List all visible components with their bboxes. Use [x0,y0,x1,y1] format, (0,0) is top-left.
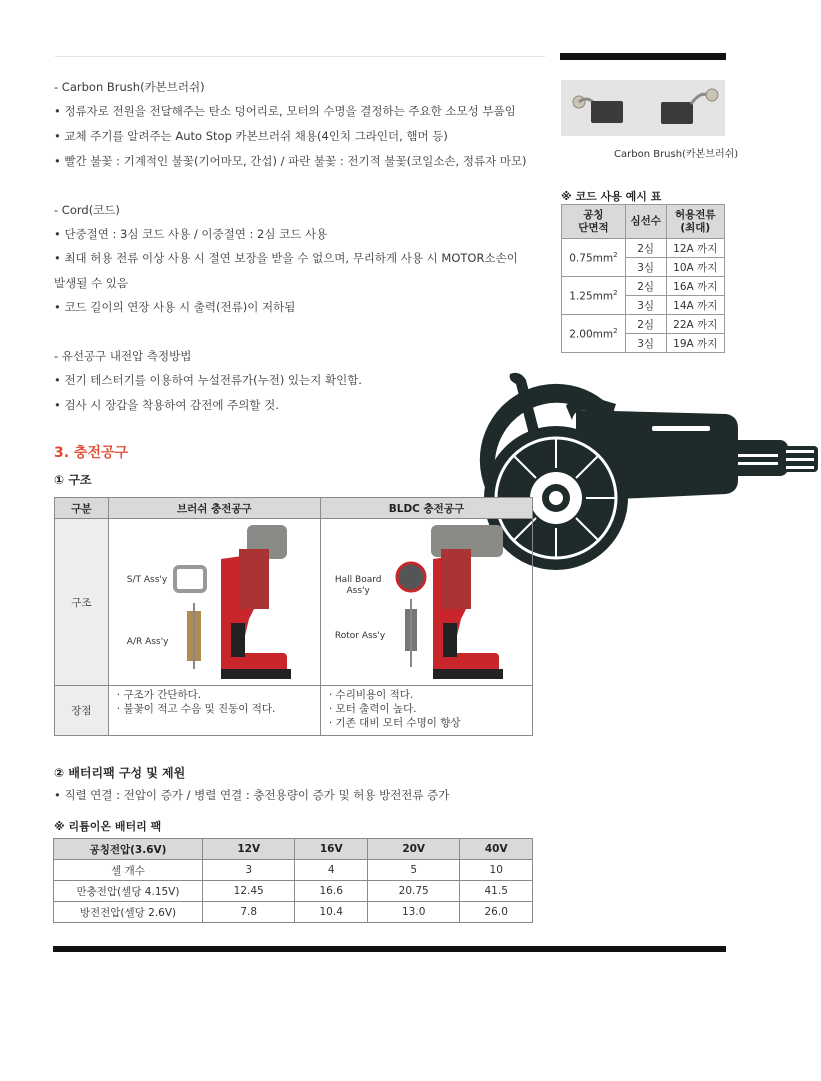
battery-header: 16V [295,839,368,860]
cord-bullet-2-cont: 발생될 수 있음 [54,276,128,290]
structure-header-brush: 브러쉬 충전공구 [108,498,320,519]
brush-pros: · 구조가 간단하다. · 불꽃이 적고 수음 및 진동이 적다. [108,686,320,736]
insulation-bullet-1: • 전기 테스터기를 이용하여 누설전류가(누전) 있는지 확인함. [54,373,362,387]
hall-board-label: Hall Board Ass'y [334,575,382,596]
carbon-brush-heading: - Carbon Brush(카본브러쉬) [54,80,205,94]
cord-bullet-1: • 단중절연 : 3심 코드 사용 / 이중절연 : 2심 코드 사용 [54,227,328,241]
code-usage-table [561,204,725,353]
code-table-area: $2.00mm^2$ [562,315,626,353]
battery-bullet: • 직렬 연결 : 전압이 증가 / 병렬 연결 : 충전용량이 증가 및 허용 방전전류 증가 [54,788,450,802]
st-assy-label: S/T Ass'y [126,575,168,585]
code-table-cell: 3심 [625,296,666,315]
section-3-title: 3. 충전공구 [54,445,129,461]
battery-cell: 12.45 [203,881,295,902]
battery-cell: 10.4 [295,902,368,923]
battery-cell: 13.0 [367,902,459,923]
code-table-header-cores: 심선수 [625,205,666,239]
code-table-cell: 22A 까지 [666,315,724,334]
bldc-tool-photo [320,519,532,686]
structure-header-category: 구분 [55,498,109,519]
cord-bullet-3: • 코드 길이의 연장 사용 시 출력(전류)이 저하됨 [54,300,296,314]
insulation-bullet-2: • 검사 시 장갑을 착용하여 감전에 주의할 것. [54,398,279,412]
structure-row-label: 구조 [55,519,109,686]
code-table-cell: 3심 [625,334,666,353]
battery-cell: 만충전압(셀당 4.15V) [54,881,203,902]
code-table-cell: 2심 [625,239,666,258]
code-table-title: ※ 코드 사용 예시 표 [561,190,662,203]
pros-row-label: 장점 [55,686,109,736]
battery-cell: 41.5 [460,881,533,902]
brush-tool-photo [108,519,320,686]
code-table-header-area: 공칭 단면적 [562,205,626,239]
battery-table [53,838,533,923]
top-right-bar [560,53,726,60]
battery-cell: 26.0 [460,902,533,923]
battery-cell: 10 [460,860,533,881]
battery-cell: 20.75 [367,881,459,902]
ar-assy-label: A/R Ass'y [126,637,169,647]
battery-header: 20V [367,839,459,860]
carbon-brush-bullet-1: • 정류자로 전원을 전달해주는 탄소 덩어리로, 모터의 수명을 결정하는 주요한 소모성 부품임 [54,104,516,118]
battery-header: 40V [460,839,533,860]
code-table-cell: 2심 [625,277,666,296]
battery-subheading: ② 배터리팩 구성 및 제원 [54,766,186,780]
top-divider [55,56,545,57]
battery-table-title: ※ 리튬이온 배터리 팩 [54,820,162,833]
code-table-cell: 16A 까지 [666,277,724,296]
cord-bullet-2: • 최대 허용 전류 이상 사용 시 절연 보장을 받을 수 없으며, 무리하게 사용 시 MOTOR소손이 [54,251,518,265]
code-table-cell: 2심 [625,315,666,334]
code-table-cell: 14A 까지 [666,296,724,315]
cord-heading: - Cord(코드) [54,203,120,217]
battery-cell: 7.8 [203,902,295,923]
bottom-bar [53,946,726,952]
carbon-brush-photo [561,80,725,136]
code-table-area: $0.75mm^2$ [562,239,626,277]
code-table-header-current: 허용전류 (최대) [666,205,724,239]
bldc-pros: · 수리비용이 적다. · 모터 출력이 높다. · 기존 대비 모터 수명이 향상 [320,686,532,736]
code-table-cell: 10A 까지 [666,258,724,277]
carbon-brush-caption: Carbon Brush(카본브러쉬) [614,149,739,160]
battery-cell: 셀 개수 [54,860,203,881]
rotor-assy-label: Rotor Ass'y [334,631,386,641]
code-table-cell: 19A 까지 [666,334,724,353]
structure-subheading: ① 구조 [54,473,92,487]
insulation-heading: - 유선공구 내전압 측정방법 [54,349,192,363]
battery-cell: 16.6 [295,881,368,902]
code-table-area: $1.25mm^2$ [562,277,626,315]
battery-header: 공칭전압(3.6V) [54,839,203,860]
carbon-brush-bullet-2: • 교체 주기를 알려주는 Auto Stop 카본브러쉬 채용(4인치 그라인더, 햄머 등) [54,129,448,143]
carbon-brush-bullet-3: • 빨간 불꽃 : 기계적인 불꽃(기어마모, 간섭) / 파란 불꽃 : 전기적 불꽃(코일소손, 정류자 마모) [54,154,527,168]
structure-table [54,497,533,736]
battery-header: 12V [203,839,295,860]
battery-cell: 4 [295,860,368,881]
code-table-cell: 12A 까지 [666,239,724,258]
code-table-cell: 3심 [625,258,666,277]
battery-cell: 5 [367,860,459,881]
battery-cell: 방전전압(셀당 2.6V) [54,902,203,923]
structure-header-bldc: BLDC 충전공구 [320,498,532,519]
battery-cell: 3 [203,860,295,881]
